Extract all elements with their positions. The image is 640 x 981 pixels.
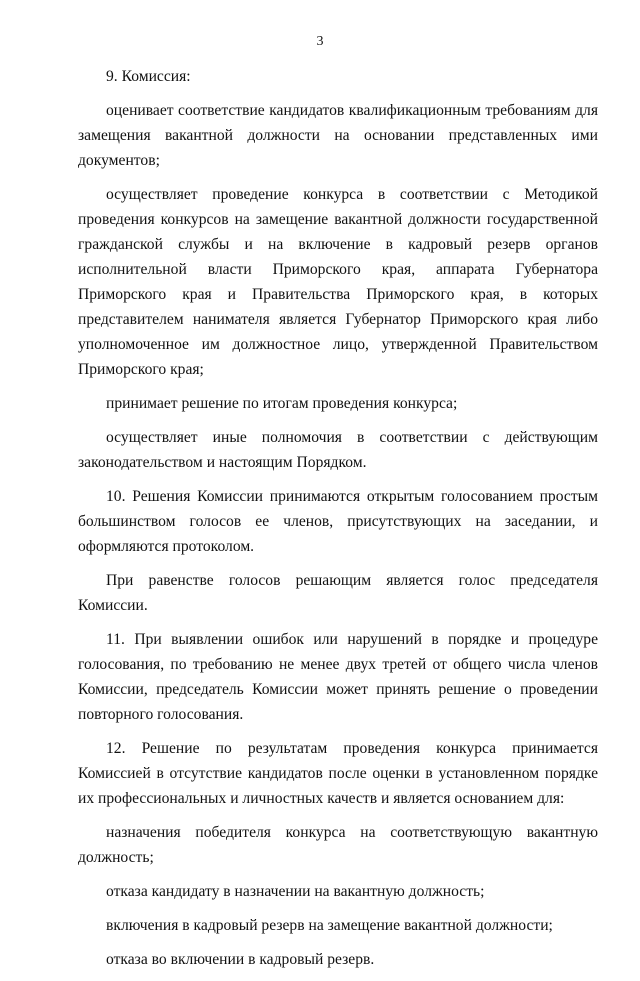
paragraph-commission-heading: 9. Комиссия: (106, 68, 191, 85)
document-body (78, 64, 598, 981)
paragraph-other-powers: осуществляет иные полномочия в соответствии с действующим законодательством и настоящим Порядком. (78, 429, 598, 471)
paragraph-item-10: 10. Решения Комиссии принимаются открытым голосованием простым большинством голосов ее членов, присутствующих на заседании, и оформляются протоколом. (78, 488, 598, 555)
paragraph-equal-votes: При равенстве голосов решающим является голос председателя Комиссии. (78, 572, 598, 614)
paragraph-evaluates: оценивает соответствие кандидатов квалификационным требованиям для замещения вакантной должности на основании представленных ими документов; (78, 102, 598, 169)
paragraph-refusal-appointment: отказа кандидату в назначении на вакантную должность; (106, 883, 485, 900)
paragraph-item-11: 11. При выявлении ошибок или нарушений в порядке и процедуре голосования, по требованию не менее двух третей от общего числа членов Комиссии, председатель Комиссии может принять решение о проведении повторного голосования. (78, 631, 598, 723)
paragraph-decides: принимает решение по итогам проведения конкурса; (106, 395, 458, 412)
paragraph-conducts: осуществляет проведение конкурса в соответствии с Методикой проведения конкурсов на замещение вакантной должности государственной гражданской службы и на включение в кадровый резерв органов исполнительной власти Приморского края, аппарата Губернатора Приморского края и Правительства Приморского края, в которых представителем нанимателя является Губернатор Приморского края либо уполномоченное им должностное лицо, утвержденной Правительством Приморского края; (78, 186, 598, 378)
paragraph-appointment: назначения победителя конкурса на соответствующую вакантную должность; (78, 824, 598, 866)
paragraph-reserve-refusal: отказа во включении в кадровый резерв. (106, 951, 375, 968)
paragraph-reserve-inclusion: включения в кадровый резерв на замещение вакантной должности; (106, 917, 553, 934)
page-number: 3 (316, 34, 324, 49)
paragraph-item-12: 12. Решение по результатам проведения конкурса принимается Комиссией в отсутствие кандидатов после оценки в установленном порядке их профессиональных и личностных качеств и является основанием для: (78, 740, 598, 807)
